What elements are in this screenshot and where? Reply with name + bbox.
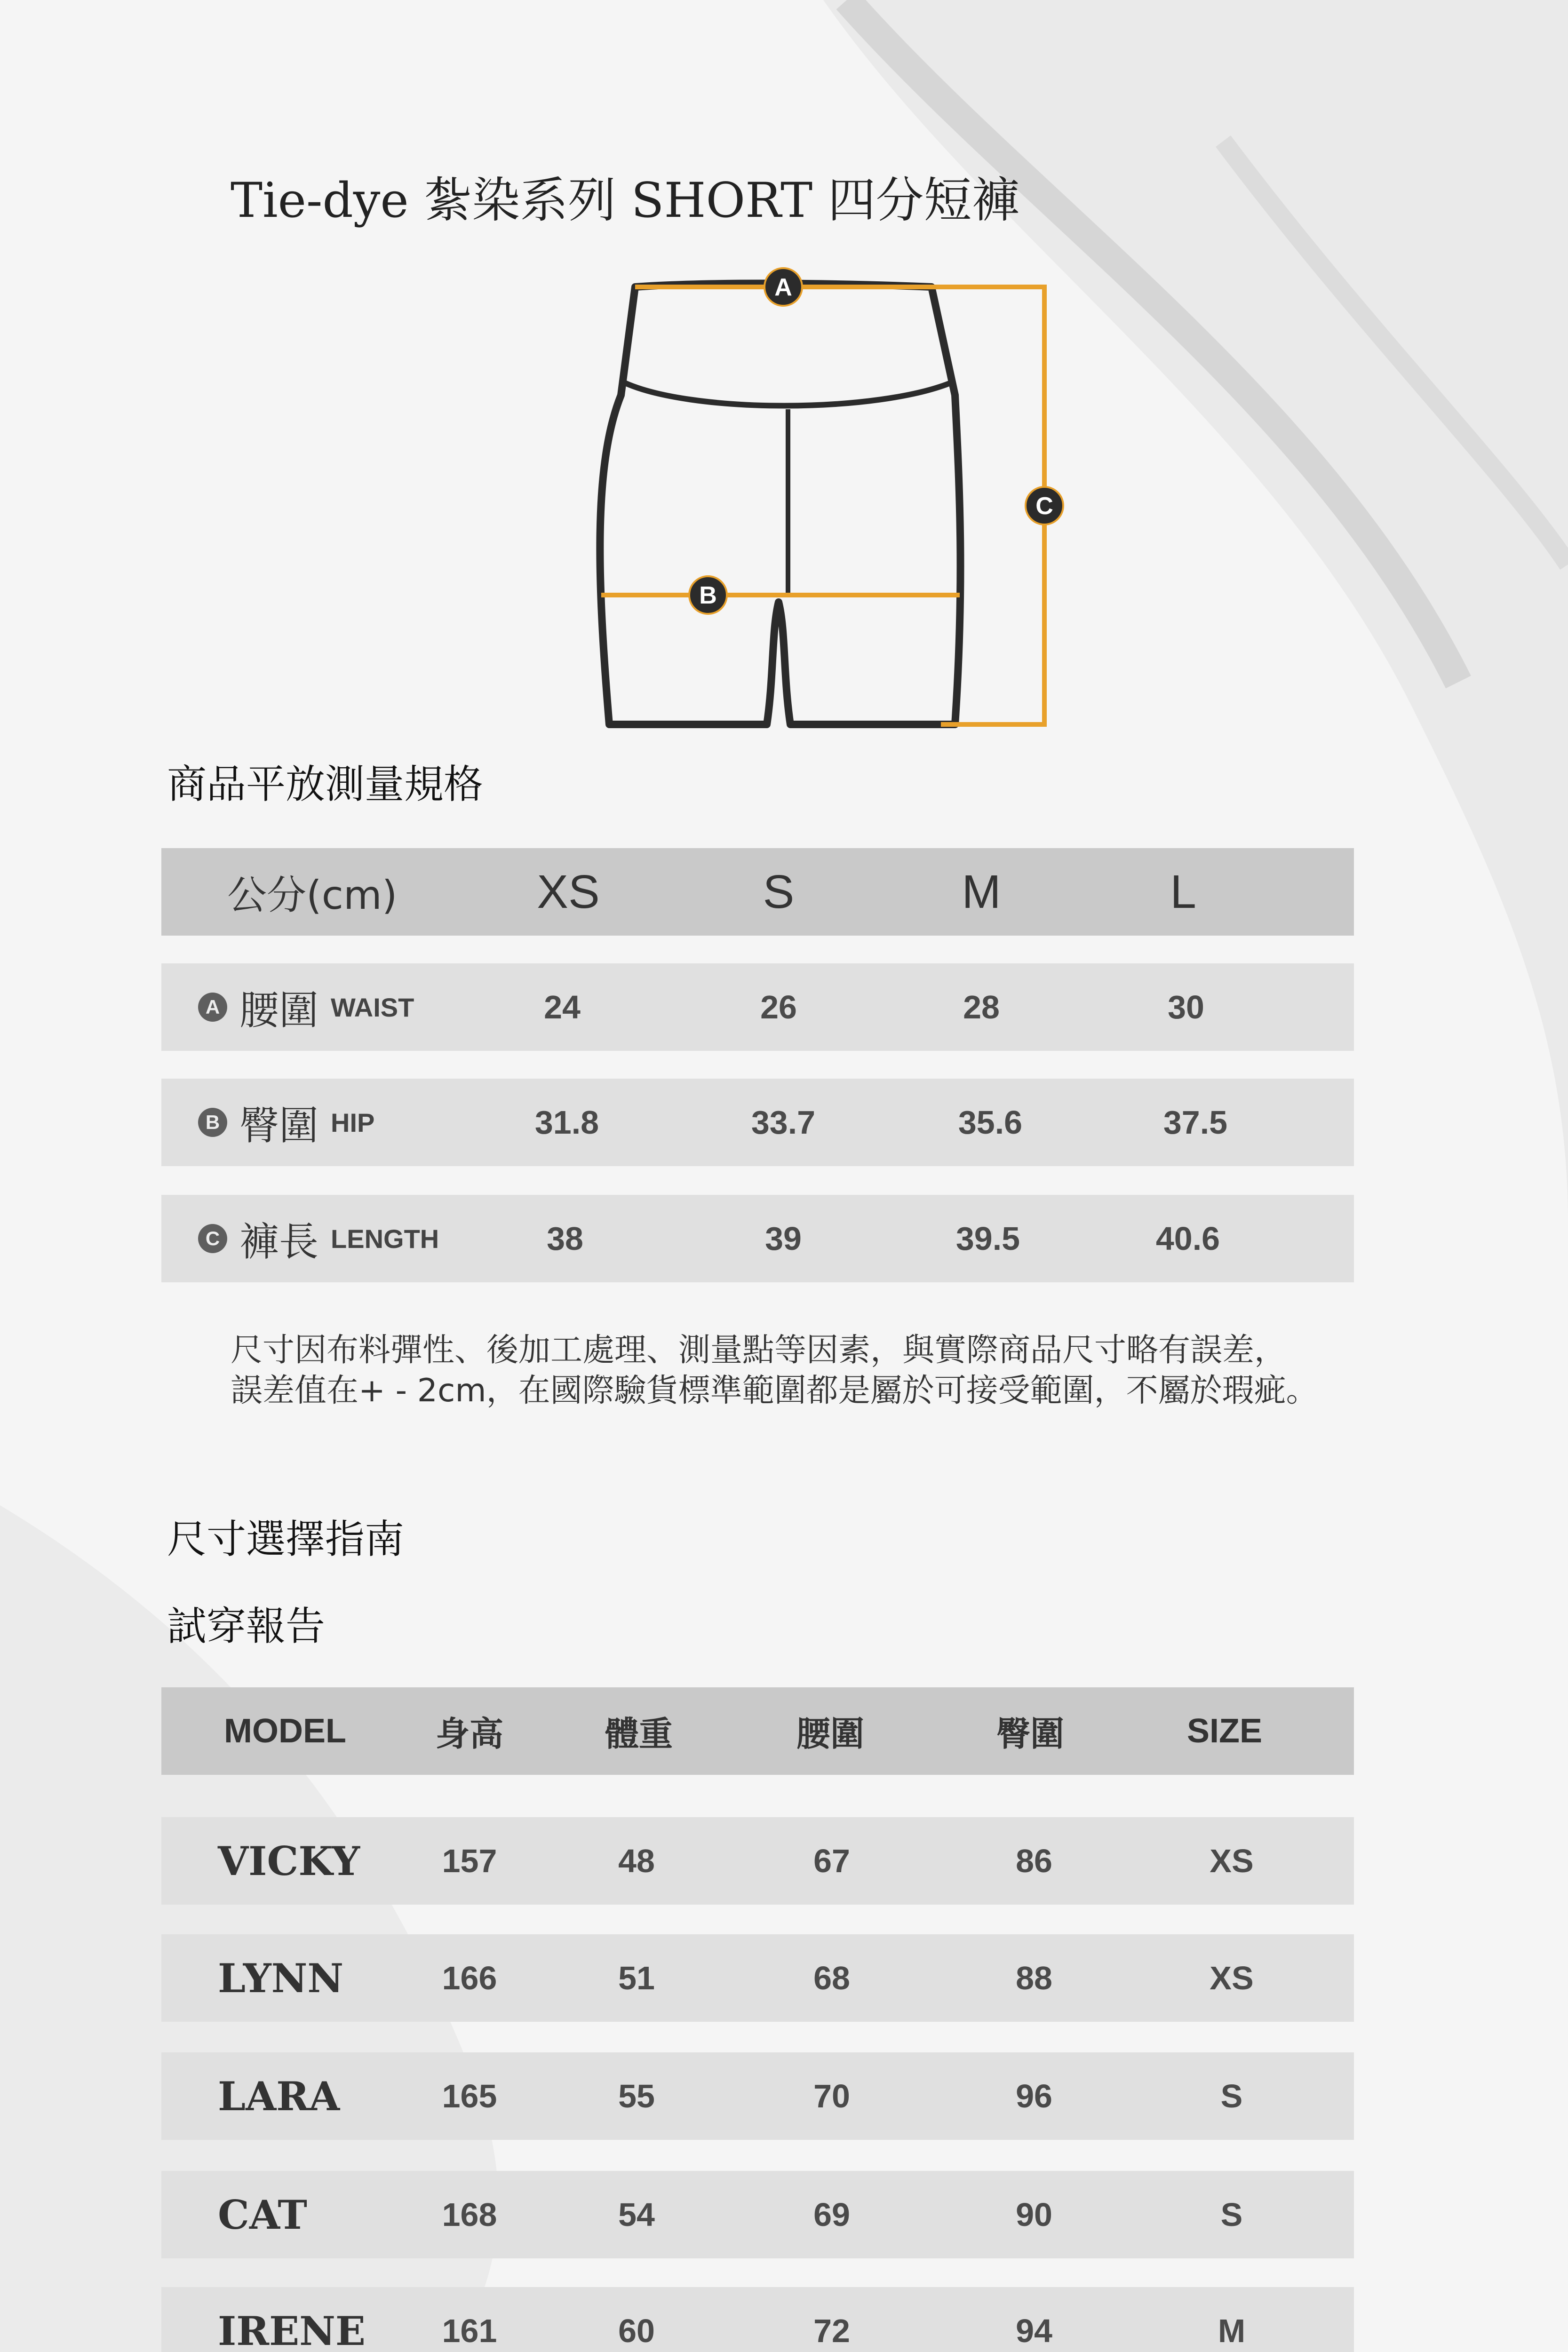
- model-name: IRENE: [218, 2307, 366, 2352]
- measure-note: 尺寸因布料彈性、後加工處理、測量點等因素，與實際商品尺寸略有誤差， 誤差值在+ - 2cm，在國際驗貨標準範圍都是屬於可接受範圍，不屬於瑕疵。: [231, 1332, 1318, 1409]
- guide-subheading: 試穿報告: [167, 1603, 326, 1649]
- shorts-diagram: [583, 254, 1082, 743]
- size-cell: S: [1220, 2196, 1243, 2233]
- hip-cell: 94: [1016, 2312, 1052, 2349]
- table-row: [161, 2171, 1354, 2258]
- svg-text:B: B: [699, 582, 717, 609]
- col-waist: 腰圍: [796, 1714, 865, 1754]
- weight-cell: 48: [618, 1843, 655, 1879]
- hip-cell: 90: [1016, 2196, 1052, 2233]
- waist-cell: 68: [813, 1960, 850, 1996]
- table-row: [161, 1817, 1354, 1905]
- table-row: [161, 2287, 1354, 2352]
- measure-value: 33.7: [751, 1104, 816, 1141]
- hip-cell: 96: [1016, 2078, 1052, 2114]
- label-a-icon: [764, 268, 802, 306]
- measure-value: 37.5: [1163, 1104, 1228, 1141]
- guide-heading: 尺寸選擇指南: [167, 1516, 405, 1562]
- measure-row-length: [161, 1195, 1354, 1282]
- col-size: SIZE: [1186, 1712, 1263, 1750]
- model-name: LYNN: [218, 1955, 344, 2002]
- model-name: LARA: [218, 2073, 340, 2120]
- col-height: 身高: [435, 1714, 504, 1754]
- weight-cell: 55: [618, 2078, 655, 2114]
- badge-b-icon: B: [198, 1108, 227, 1137]
- label-b-icon: [689, 576, 727, 614]
- table-row: [161, 2052, 1354, 2140]
- waist-cell: 72: [813, 2312, 850, 2349]
- model-name: VICKY: [218, 1837, 360, 1884]
- weight-cell: 51: [618, 1960, 655, 1996]
- weight-cell: 60: [618, 2312, 655, 2349]
- measure-row-hip: [161, 1079, 1354, 1166]
- table-row: [161, 1934, 1354, 2022]
- measure-label-en: HIP: [331, 1107, 375, 1137]
- height-cell: 165: [442, 2078, 497, 2114]
- height-cell: 168: [442, 2196, 497, 2233]
- measure-label-zh: 臀圍: [239, 1102, 319, 1149]
- measure-label-zh: 褲長: [239, 1218, 319, 1265]
- measure-value: 30: [1168, 989, 1204, 1025]
- size-cell: XS: [1210, 1960, 1254, 1996]
- measure-label-en: LENGTH: [331, 1224, 439, 1254]
- weight-cell: 54: [618, 2196, 655, 2233]
- guide-header-row: [161, 1687, 1354, 1775]
- measure-header-row: [161, 848, 1354, 936]
- measure-value: 28: [963, 989, 1000, 1025]
- size-cell: M: [1218, 2312, 1246, 2349]
- page-title: Tie-dye 紮染系列 SHORT 四分短褲: [231, 173, 1020, 229]
- size-header-xs: XS: [537, 865, 600, 918]
- measure-heading: 商品平放測量規格: [167, 761, 484, 807]
- measure-value: 35.6: [958, 1104, 1023, 1141]
- measure-value: 40.6: [1155, 1220, 1220, 1257]
- svg-text:C: C: [1035, 493, 1053, 520]
- size-cell: S: [1220, 2078, 1243, 2114]
- height-cell: 157: [442, 1843, 497, 1879]
- height-cell: 166: [442, 1960, 497, 1996]
- waist-cell: 70: [813, 2078, 850, 2114]
- hip-cell: 88: [1016, 1960, 1052, 1996]
- size-header-m: M: [962, 865, 1001, 918]
- size-cell: XS: [1210, 1843, 1254, 1879]
- measure-label-zh: 腰圍: [239, 987, 319, 1033]
- height-cell: 161: [442, 2312, 497, 2349]
- col-hip: 臀圍: [996, 1714, 1065, 1754]
- measure-value: 26: [760, 989, 797, 1025]
- measure-row-waist: [161, 963, 1354, 1051]
- col-weight: 體重: [605, 1714, 673, 1754]
- svg-text:A: A: [774, 274, 792, 301]
- measure-value: 38: [547, 1220, 583, 1257]
- waist-cell: 69: [813, 2196, 850, 2233]
- col-model: MODEL: [224, 1712, 346, 1750]
- measure-label-en: WAIST: [331, 992, 414, 1022]
- model-name: CAT: [218, 2191, 307, 2238]
- measure-value: 31.8: [534, 1104, 599, 1141]
- badge-a-icon: A: [198, 993, 227, 1022]
- label-c-icon: [1026, 487, 1063, 524]
- unit-label: 公分(cm): [227, 872, 398, 918]
- measure-value: 39.5: [955, 1220, 1020, 1257]
- waist-cell: 67: [813, 1843, 850, 1879]
- measure-value: 24: [544, 989, 581, 1025]
- size-header-s: S: [763, 865, 795, 918]
- size-header-l: L: [1170, 865, 1196, 918]
- measure-value: 39: [765, 1220, 802, 1257]
- hip-cell: 86: [1016, 1843, 1052, 1879]
- badge-c-icon: C: [198, 1224, 227, 1253]
